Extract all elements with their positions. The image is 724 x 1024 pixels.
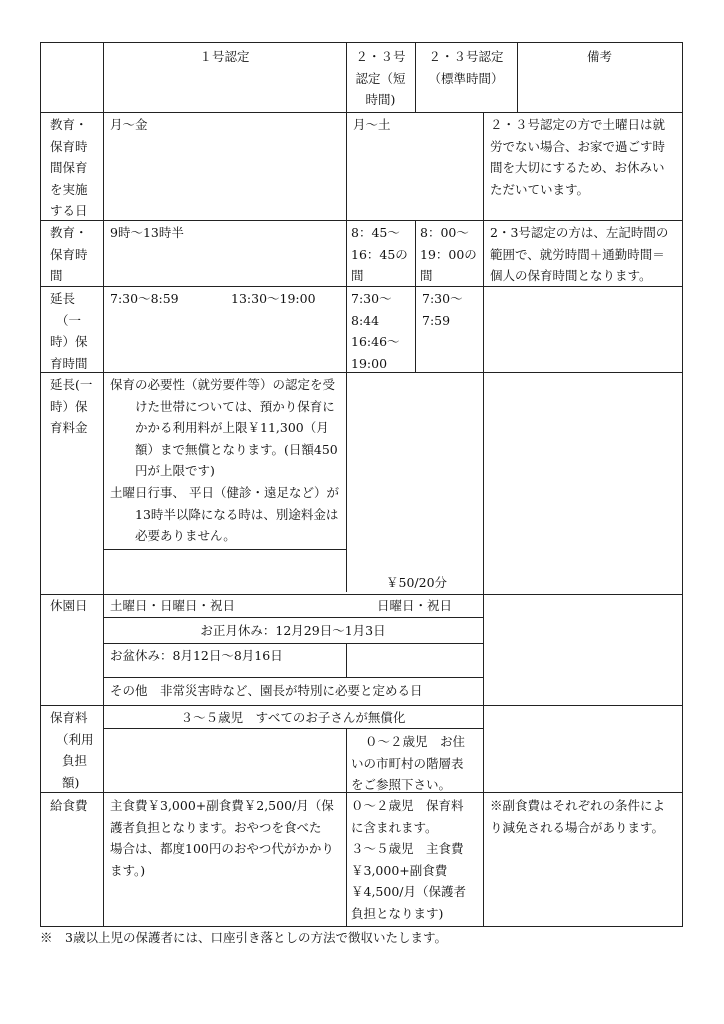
hours-line: 8：45～ (351, 225, 400, 240)
rule (103, 677, 483, 678)
label-line: （一 (56, 312, 82, 328)
hours-line: 間 (420, 268, 433, 283)
label-line: 間 (50, 268, 63, 283)
hours-line: 間 (351, 268, 364, 283)
row-label-days (50, 114, 88, 222)
fee-short-rate: ￥50/20分 (386, 575, 448, 590)
meals-line: に含まれます。 (351, 819, 438, 835)
header-text: ２・３号 (355, 49, 406, 64)
row-label-hours (50, 222, 88, 287)
meals-line: ￥4,500/月（保護者 (351, 884, 466, 899)
label-line: （利用 (56, 731, 94, 747)
rule (40, 42, 683, 43)
extended-standard (422, 288, 463, 331)
meals-line: ０～２歳児 保育料 (351, 798, 464, 813)
label-line: 保育料 (50, 710, 88, 725)
extended-short (351, 288, 400, 374)
holidays-obon: お盆休み：8月12日～8月16日 (110, 648, 283, 663)
meals-line: 護者負担となります。おやつを食べた (110, 819, 322, 835)
fee-line: 13時半以降になる時は、別途料金は (135, 506, 339, 522)
remark-line: ２・３号認定の方で土曜日は就 (490, 117, 666, 132)
row-label-fee (50, 374, 92, 439)
rule (103, 643, 483, 644)
extended-line: 7:30～ (422, 291, 463, 306)
header-cert1: １号認定 (199, 49, 250, 64)
meals-cert23 (351, 795, 466, 924)
extended-line: 7:59 (422, 312, 451, 328)
rule (103, 42, 104, 927)
label-line: 延長(一 (50, 377, 93, 392)
footnote: ※ 3歳以上児の保護者には、口座引き落としの方法で徴収いたします。 (40, 930, 447, 945)
rule (103, 549, 346, 550)
remark-line: ※副食費はそれぞれの条件によ (490, 798, 666, 813)
meals-line: ￥3,000+副食費 (351, 862, 448, 878)
label-line: 時）保 (50, 398, 88, 414)
remark-line: 個人の保育時間となります。 (490, 268, 652, 283)
header-text: ２・３号認定 (428, 49, 504, 64)
extended-line: 19:00 (351, 355, 388, 371)
label-line: 教育・ (50, 117, 88, 132)
header-cert23-standard (415, 46, 517, 89)
label-line: する日 (50, 203, 88, 218)
extended-morning: 7:30～8:59 (110, 291, 179, 306)
fee-paragraph-2 (110, 482, 339, 547)
label-line: 時）保 (50, 334, 88, 349)
tuition-age-0-2 (351, 731, 465, 796)
label-line: 額) (62, 774, 80, 790)
label-line: 負担 (62, 753, 88, 768)
row-label-extended (50, 288, 88, 374)
fee-line: 円が上限です) (135, 463, 215, 478)
rule (346, 42, 347, 592)
rule (40, 705, 683, 706)
meals-cert1 (110, 795, 334, 881)
rule (103, 617, 483, 618)
days-remarks (490, 114, 665, 200)
rule (415, 220, 416, 373)
row-label-holidays: 休園日 (50, 598, 88, 613)
extended-afternoon: 13:30～19:00 (231, 291, 316, 306)
fee-line: 必要ありません。 (135, 528, 236, 543)
rule (483, 112, 484, 927)
hours-short (351, 222, 408, 287)
extended-line: 8:44 (351, 312, 380, 328)
hours-line: 8：00～ (420, 225, 469, 240)
hours-line: 16：45の (351, 246, 408, 262)
holidays-cert1: 土曜日・日曜日・祝日 (110, 598, 236, 613)
days-cert1: 月～金 (110, 117, 148, 132)
rule (346, 728, 347, 927)
meals-remarks (490, 795, 665, 838)
meals-line: 負担となります) (351, 905, 444, 921)
remark-line: 範囲で、就労時間＋通勤時間＝ (490, 246, 665, 262)
rule (40, 42, 41, 927)
fee-line: 額）まで無償となります。(日額450 (135, 441, 338, 457)
label-line: 保育時 (50, 246, 88, 262)
meals-line: ３～５歳児 主食費 (351, 841, 464, 856)
rule (40, 926, 683, 927)
label-line: 保育時 (50, 138, 88, 154)
remark-line: 間を大切にするため、お休みい (490, 160, 665, 175)
label-line: 育時間 (50, 355, 88, 371)
rule (40, 220, 683, 221)
remark-line: ただいています。 (490, 181, 590, 197)
meals-line: 主食費￥3,000+副食費￥2,500/月（保 (110, 798, 334, 813)
fee-line: けた世帯については、預かり保育に (135, 398, 335, 414)
extended-line: 7:30～ (351, 291, 392, 306)
label-line: 延長 (50, 291, 76, 306)
header-cert23-short (346, 46, 415, 111)
tuition-line: いの市町村の階層表 (351, 755, 464, 771)
row-label-meals: 給食費 (50, 798, 88, 813)
hours-standard (420, 222, 477, 287)
header-text: 認定（短 (355, 70, 406, 86)
meals-line: ます。) (110, 862, 146, 878)
label-line: を実施 (50, 181, 88, 197)
hours-remarks (490, 222, 668, 287)
tuition-line: ０～２歳児 お住 (365, 734, 466, 749)
rule (346, 643, 347, 678)
tuition-age-3-5: ３～５歳児 すべてのお子さんが無償化 (180, 710, 406, 725)
remark-line: 2・3号認定の方は、左記時間の (490, 225, 669, 240)
days-cert23: 月～土 (353, 117, 391, 132)
hours-line: 19：00の (420, 246, 477, 262)
label-line: 間保育 (50, 160, 88, 175)
header-text: （標準時間） (428, 70, 504, 86)
rule (682, 42, 683, 927)
fee-line: かかる利用料が上限￥11,300（月 (135, 420, 329, 435)
label-line: 教育・ (50, 225, 88, 240)
rule (40, 112, 683, 113)
holidays-other: その他 非常災害時など、園長が特別に必要と定める日 (110, 683, 423, 698)
holidays-cert23: 日曜日・祝日 (376, 598, 452, 613)
label-line: 育料金 (50, 420, 88, 435)
row-label-tuition (50, 707, 94, 793)
header-remarks: 備考 (586, 49, 612, 64)
header-text: 時間) (365, 92, 396, 107)
fee-line: 土曜日行事、 平日（健診・遠足など）が (110, 485, 339, 500)
fee-paragraph-1 (110, 374, 338, 482)
extended-line: 16:46～ (351, 334, 400, 349)
hours-cert1: 9時～13時半 (110, 225, 184, 240)
remark-line: 労でない場合、お家で過ごす時 (490, 138, 666, 154)
holidays-newyear: お正月休み：12月29日～1月3日 (200, 623, 386, 638)
fee-line: 保育の必要性（就労要件等）の認定を受 (110, 377, 336, 392)
tuition-line: をご参照下さい。 (351, 777, 452, 792)
meals-line: 場合は、都度100円のおやつ代がかかり (110, 841, 334, 856)
remark-line: り減免される場合があります。 (490, 819, 665, 835)
